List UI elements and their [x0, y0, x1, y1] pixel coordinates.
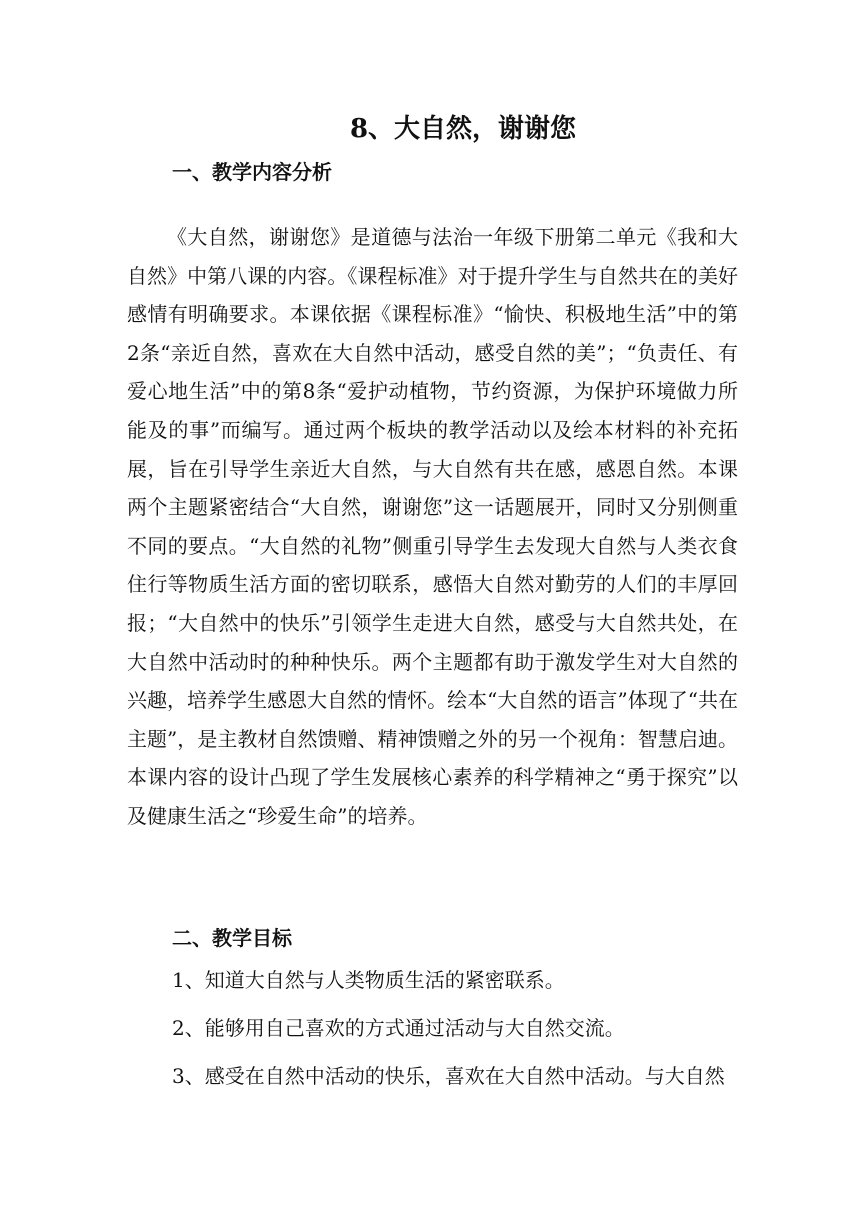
section-heading-teaching-goals: 二、教学目标 [172, 926, 292, 950]
teaching-goal-item: 2、能够用自己喜欢的方式通过活动与大自然交流。 [172, 1016, 625, 1040]
section-heading-content-analysis: 一、教学内容分析 [172, 160, 332, 184]
teaching-goal-item: 3、感受在自然中活动的快乐，喜欢在大自然中活动。与大自然 [172, 1064, 725, 1088]
document-title: 8、大自然，谢谢您 [349, 114, 577, 144]
content-analysis-paragraph: 《大自然，谢谢您》是道德与法治一年级下册第二单元《我和大自然》中第八课的内容。《课程标准》对于提升学生与自然共在的美好感情有明确要求。本课依据《课程标准》“愉快、积极地生活”中的第2条“亲近自然，喜欢在大自然中活动，感受自然的美”；“负责任、有爱心地生活”中的第8条“爱护动植物，节约资源，为保护环境做力所能及的事”而编写。通过两个板块的教学活动以及绘本材料的补充拓展，旨在引导学生亲近大自然，与大自然有共在感，感恩自然。本课两个主题紧密结合“大自然，谢谢您”这一话题展开，同时又分别侧重不同的要点。“大自然的礼物”侧重引导学生去发现大自然与人类衣食住行等物质生活方面的密切联系，感悟大自然对勤劳的人们的丰厚回报；“大自然中的快乐”引领学生走进大自然，感受与大自然共处，在大自然中活动时的种种快乐。两个主题都有助于激发学生对大自然的兴趣，培养学生感恩大自然的情怀。绘本“大自然的语言”体现了“共在主题”，是主教材自然馈赠、精神馈赠之外的另一个视角：智慧启迪。本课内容的设计凸现了学生发展核心素养的科学精神之“勇于探究”以及健康生活之“珍爱生命”的培养。 [127, 225, 738, 828]
teaching-goal-item: 1、知道大自然与人类物质生活的紧密联系。 [172, 968, 565, 992]
